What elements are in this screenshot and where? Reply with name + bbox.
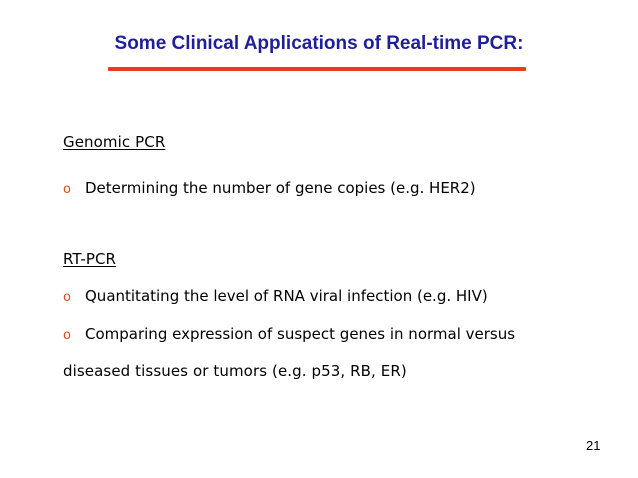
section-heading-genomic-pcr: Genomic PCR	[63, 133, 166, 151]
bullet-o-icon: o	[63, 182, 71, 197]
title-underline-rule	[108, 67, 526, 71]
section-heading-rt-pcr: RT-PCR	[63, 250, 117, 268]
page-number: 21	[586, 438, 601, 453]
bullet-text: Quantitating the level of RNA viral infection (e.g. HIV)	[85, 287, 488, 305]
bullet-text: Comparing expression of suspect genes in normal versus	[85, 325, 516, 343]
bullet-item	[63, 287, 488, 305]
bullet-item	[63, 325, 515, 343]
slide-title: Some Clinical Applications of Real-time PCR:	[114, 33, 524, 54]
bullet-o-icon: o	[63, 328, 71, 343]
bullet-text: Determining the number of gene copies (e.g. HER2)	[85, 179, 476, 197]
bullet-item	[63, 179, 476, 197]
bullet-continuation-text: diseased tissues or tumors (e.g. p53, RB, ER)	[63, 362, 407, 380]
bullet-o-icon: o	[63, 290, 71, 305]
